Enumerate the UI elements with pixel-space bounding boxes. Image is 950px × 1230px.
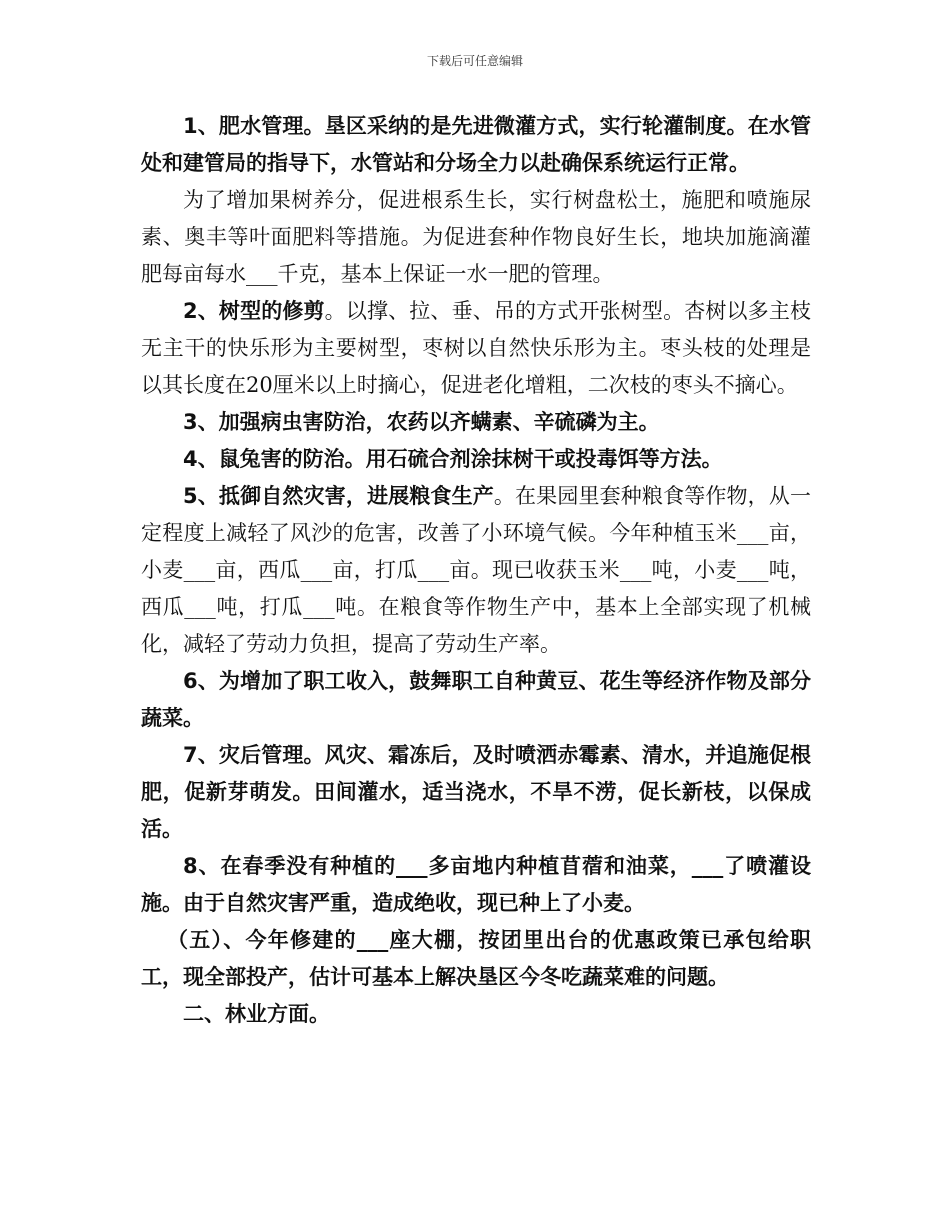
paragraph-post-disaster: 7、灾后管理。风灾、霜冻后，及时喷洒赤霉素、清水，并追施促根肥，促新芽萌发。田间灌水，适当浇水，不旱不涝，促长新枝，以保成活。 (141, 743, 811, 841)
pruning-heading: 2、树型的修剪 (183, 299, 325, 323)
pruning-text: 。以撑、拉、垂、吊的方式开张树型。杏树以多主枝无主干的快乐形为主要树型，枣树以自然快乐形为主。枣头枝的处理是以其长度在20厘米以上时摘心，促进老化增粗，二次枝的枣头不摘心。 (141, 299, 811, 397)
paragraph-pruning (141, 293, 811, 404)
paragraph-water-fertilizer: 1、肥水管理。垦区采纳的是先进微灌方式，实行轮灌制度。在水管处和建管局的指导下，水管站和分场全力以赴确保系统运行正常。 (141, 114, 811, 175)
disaster-heading: 5、抵御自然灾害，进展粮食生产 (183, 484, 494, 508)
disaster-text: 。在果园里套种粮食等作物，从一定程度上减轻了风沙的危害，改善了小环境气候。今年种植玉米___亩，小麦___亩，西瓜___亩，打瓜___亩。现已收获玉米___吨，小麦___吨，西瓜___吨，打瓜___吨。在粮食等作物生产中，基本上全部实现了机械化，减轻了劳动力负担，提高了劳动生产率。 (141, 484, 811, 656)
document-body (141, 108, 811, 1033)
paragraph-disaster (141, 478, 811, 663)
paragraph-greenhouse: （五）、今年修建的___座大棚，按团里出台的优惠政策已承包给职工，现全部投产，估计可基本上解决垦区今冬吃蔬菜难的问题。 (141, 928, 811, 989)
paragraph-rodent-control: 4、鼠兔害的防治。用石硫合剂涂抹树干或投毒饵等方法。 (183, 447, 723, 471)
paragraph-pest-control: 3、加强病虫害防治，农药以齐螨素、辛硫磷为主。 (183, 410, 660, 434)
section-heading-forestry: 二、林业方面。 (183, 1002, 330, 1026)
page-header: 下载后可任意编辑 (426, 54, 523, 68)
paragraph-nutrients: 为了增加果树养分，促进根系生长，实行树盘松土，施肥和喷施尿素、奥丰等叶面肥料等措施。为促进套种作物良好生长，地块加施滴灌肥每亩每水___千克，基本上保证一水一肥的管理。 (141, 188, 811, 286)
paragraph-income: 6、为增加了职工收入，鼓舞职工自种黄豆、花生等经济作物及部分蔬菜。 (141, 669, 811, 730)
paragraph-spring-planting: 8、在春季没有种植的___多亩地内种植苜蓿和油菜，___了喷灌设施。由于自然灾害严重，造成绝收，现已种上了小麦。 (141, 854, 811, 915)
